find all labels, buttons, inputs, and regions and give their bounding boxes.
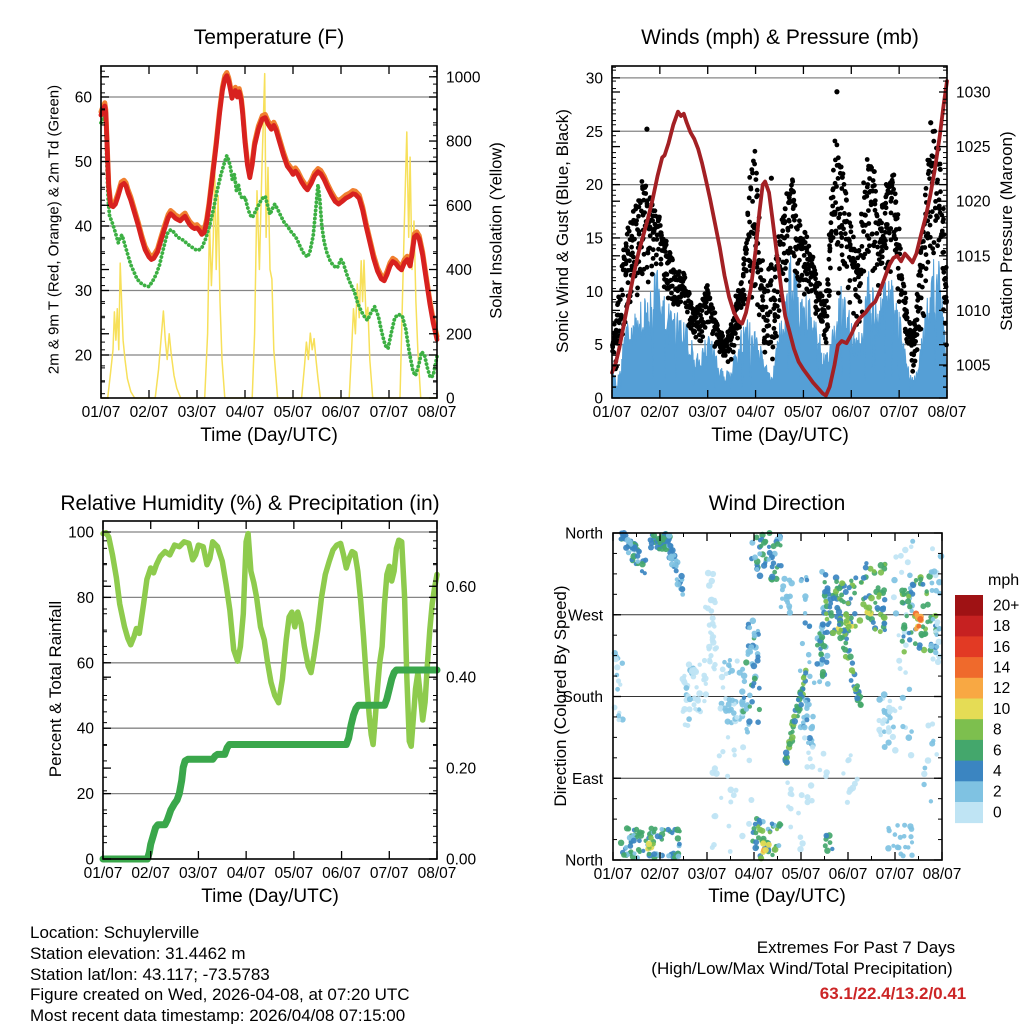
svg-text:01/07: 01/07 xyxy=(83,865,123,882)
svg-text:30: 30 xyxy=(585,70,603,88)
svg-text:06/07: 06/07 xyxy=(321,404,361,421)
svg-text:80: 80 xyxy=(76,589,94,607)
svg-text:05/07: 05/07 xyxy=(273,404,313,421)
footer-elevation: Station elevation: 31.4462 m xyxy=(30,943,246,963)
svg-text:06/07: 06/07 xyxy=(828,866,868,883)
humidity-precip-xlabel: Time (Day/UTC) xyxy=(201,886,339,907)
svg-text:West: West xyxy=(567,607,603,625)
svg-text:0.40: 0.40 xyxy=(446,669,477,687)
svg-text:20: 20 xyxy=(585,177,603,195)
svg-text:1025: 1025 xyxy=(956,139,991,157)
svg-text:06/07: 06/07 xyxy=(322,865,361,882)
svg-text:05/07: 05/07 xyxy=(274,865,314,882)
svg-text:400: 400 xyxy=(446,262,472,280)
svg-text:1005: 1005 xyxy=(956,357,991,375)
svg-text:40: 40 xyxy=(76,720,94,738)
wind-direction-xlabel: Time (Day/UTC) xyxy=(708,886,846,907)
svg-text:03/07: 03/07 xyxy=(688,404,728,421)
colorbar-title: mph xyxy=(988,572,1020,589)
svg-text:14: 14 xyxy=(993,659,1011,677)
svg-text:0.00: 0.00 xyxy=(446,851,477,869)
footer-location: Location: Schuylerville xyxy=(30,923,200,942)
svg-text:02/07: 02/07 xyxy=(129,404,169,421)
temperature-xlabel: Time (Day/UTC) xyxy=(200,425,338,446)
temperature-ylabel-left: 2m & 9m T (Red, Orange) & 2m Td (Green) xyxy=(45,84,63,375)
svg-text:08/07: 08/07 xyxy=(922,866,962,883)
speed-colorbar xyxy=(955,595,1019,823)
svg-text:01/07: 01/07 xyxy=(592,404,632,421)
svg-text:03/07: 03/07 xyxy=(687,866,727,883)
svg-text:40: 40 xyxy=(74,218,92,236)
wind-direction-panel xyxy=(613,615,942,779)
extremes-subheading: (High/Low/Max Wind/Total Precipitation) xyxy=(651,959,953,978)
svg-text:08/07: 08/07 xyxy=(927,404,967,421)
wind-direction-title: Wind Direction xyxy=(708,492,846,515)
svg-text:02/07: 02/07 xyxy=(640,866,680,883)
temperature-ylabel-right: Solar Insolation (Yellow) xyxy=(487,142,506,319)
svg-text:0.20: 0.20 xyxy=(446,760,477,778)
footer-created: Figure created on Wed, 2026-04-08, at 07:20 UTC xyxy=(30,985,410,1005)
direction-ylabel-left: Direction (Colored By Speed) xyxy=(551,585,570,807)
footer-latlon: Station lat/lon: 43.117; -73.5783 xyxy=(30,964,270,984)
svg-text:20+: 20+ xyxy=(993,597,1020,615)
svg-text:1030: 1030 xyxy=(956,84,991,102)
extremes-heading: Extremes For Past 7 Days xyxy=(756,938,956,957)
humidity-ylabel-left: Percent & Total Rainfall xyxy=(46,600,65,778)
svg-text:60: 60 xyxy=(76,655,94,673)
svg-text:20: 20 xyxy=(76,786,94,804)
svg-text:04/07: 04/07 xyxy=(736,404,775,421)
extremes-values: 63.1/22.4/13.2/0.41 xyxy=(819,984,967,1003)
svg-text:25: 25 xyxy=(585,123,603,141)
svg-text:18: 18 xyxy=(993,618,1011,636)
svg-text:20: 20 xyxy=(74,347,92,365)
svg-text:1010: 1010 xyxy=(956,302,991,320)
svg-text:800: 800 xyxy=(446,133,472,151)
svg-text:1000: 1000 xyxy=(446,69,481,87)
svg-text:100: 100 xyxy=(68,524,94,542)
svg-text:8: 8 xyxy=(993,721,1002,739)
svg-text:03/07: 03/07 xyxy=(177,404,217,421)
footer-timestamp: Most recent data timestamp: 2026/04/08 07:15:00 xyxy=(30,1006,406,1024)
svg-text:North: North xyxy=(565,525,603,543)
svg-text:4: 4 xyxy=(993,762,1002,780)
svg-text:16: 16 xyxy=(993,638,1011,656)
footer-info xyxy=(30,923,410,1024)
svg-text:07/07: 07/07 xyxy=(369,404,409,421)
pressure-ylabel-right: Station Pressure (Maroon) xyxy=(997,131,1016,331)
humidity-precip-title: Relative Humidity (%) & Precipitation (in) xyxy=(60,492,440,515)
svg-text:12: 12 xyxy=(993,680,1011,698)
svg-text:05/07: 05/07 xyxy=(784,404,823,421)
winds-pressure-title: Winds (mph) & Pressure (mb) xyxy=(641,26,919,49)
winds-ylabel-left: Sonic Wind & Gust (Blue, Black) xyxy=(553,109,572,353)
svg-text:15: 15 xyxy=(585,230,603,248)
svg-text:08/07: 08/07 xyxy=(417,404,457,421)
svg-text:01/07: 01/07 xyxy=(593,866,633,883)
svg-text:08/07: 08/07 xyxy=(417,865,457,882)
rainfall-line xyxy=(103,670,437,859)
svg-text:30: 30 xyxy=(74,283,92,300)
svg-text:10: 10 xyxy=(585,283,603,301)
svg-text:06/07: 06/07 xyxy=(831,404,871,421)
svg-text:60: 60 xyxy=(74,89,92,107)
svg-text:10: 10 xyxy=(993,700,1011,718)
svg-text:0.60: 0.60 xyxy=(446,578,477,596)
svg-text:05/07: 05/07 xyxy=(781,866,821,883)
svg-text:50: 50 xyxy=(74,154,92,171)
svg-text:02/07: 02/07 xyxy=(131,865,171,882)
svg-text:200: 200 xyxy=(446,326,472,344)
svg-text:07/07: 07/07 xyxy=(879,404,919,421)
temperature-title: Temperature (F) xyxy=(193,26,345,49)
svg-text:07/07: 07/07 xyxy=(875,866,915,883)
svg-text:04/07: 04/07 xyxy=(226,865,266,882)
svg-text:01/07: 01/07 xyxy=(81,404,121,421)
svg-text:0: 0 xyxy=(85,851,94,869)
svg-text:2: 2 xyxy=(993,783,1002,801)
svg-text:0: 0 xyxy=(446,390,455,408)
svg-text:0: 0 xyxy=(993,804,1002,822)
humidity-line xyxy=(103,533,437,747)
svg-text:04/07: 04/07 xyxy=(225,404,265,421)
svg-text:07/07: 07/07 xyxy=(369,865,409,882)
svg-text:5: 5 xyxy=(594,337,603,355)
svg-text:03/07: 03/07 xyxy=(179,865,218,882)
svg-text:0: 0 xyxy=(594,390,603,408)
svg-text:1015: 1015 xyxy=(956,248,991,266)
svg-text:6: 6 xyxy=(993,742,1002,760)
svg-text:02/07: 02/07 xyxy=(640,404,680,421)
wind-direction-dots xyxy=(612,530,945,861)
winds-pressure-xlabel: Time (Day/UTC) xyxy=(711,425,849,446)
svg-text:04/07: 04/07 xyxy=(734,866,774,883)
svg-text:600: 600 xyxy=(446,197,472,215)
svg-text:South: South xyxy=(562,689,603,706)
svg-text:East: East xyxy=(571,770,603,788)
svg-text:North: North xyxy=(565,852,603,870)
svg-text:1020: 1020 xyxy=(956,193,991,211)
